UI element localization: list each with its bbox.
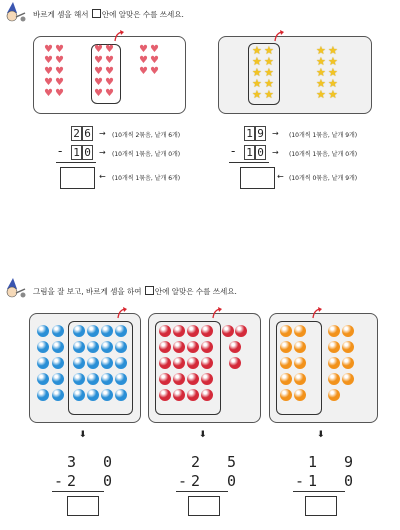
digit-ones: 9 bbox=[255, 126, 266, 141]
answer-box[interactable] bbox=[305, 496, 337, 516]
heart-icon: ♥ bbox=[105, 55, 114, 66]
ball-icon bbox=[294, 341, 306, 353]
star-icon: ★ bbox=[252, 77, 262, 90]
heart-icon: ♥ bbox=[105, 66, 114, 77]
ball-icon bbox=[159, 325, 171, 337]
digit-ones: 0 bbox=[255, 145, 266, 160]
ball-icon bbox=[187, 341, 199, 353]
ball-icon bbox=[87, 325, 99, 337]
digit-ones: 6 bbox=[82, 126, 93, 141]
ball-icon bbox=[87, 357, 99, 369]
ball-icon bbox=[342, 341, 354, 353]
heart-icon: ♥ bbox=[139, 55, 148, 66]
ball-icon bbox=[52, 325, 64, 337]
minus-sign: - bbox=[54, 472, 73, 490]
wizard-mascot-icon bbox=[3, 1, 27, 23]
ball-icon bbox=[73, 325, 85, 337]
heart-icon: ♥ bbox=[55, 88, 64, 99]
minuend: 1 9 bbox=[308, 453, 363, 471]
heart-icon: ♥ bbox=[139, 44, 148, 55]
ball-icon bbox=[173, 373, 185, 385]
star-icon: ★ bbox=[264, 44, 274, 57]
minus-sign: - bbox=[231, 144, 236, 158]
ball-icon bbox=[294, 373, 306, 385]
heart-icon: ♥ bbox=[94, 77, 103, 88]
curl-arrow-icon bbox=[312, 307, 322, 319]
ball-icon bbox=[115, 325, 127, 337]
ball-icon bbox=[294, 389, 306, 401]
wizard-mascot-icon bbox=[3, 277, 27, 299]
note: (10개씩 0묶음, 낱개 9개) bbox=[289, 175, 358, 182]
sum-line bbox=[56, 162, 96, 163]
digit-tens: 1 bbox=[244, 145, 255, 160]
star-icon: ★ bbox=[252, 55, 262, 68]
ball-icon bbox=[342, 357, 354, 369]
down-arrow-icon: ⬇ bbox=[199, 430, 207, 440]
heart-icon: ♥ bbox=[94, 88, 103, 99]
ball-icon bbox=[101, 373, 113, 385]
digit-tens: 2 bbox=[71, 126, 82, 141]
ball-icon bbox=[187, 389, 199, 401]
right-arrow-icon: → bbox=[272, 148, 279, 157]
ball-icon bbox=[328, 325, 340, 337]
ball-icon bbox=[328, 341, 340, 353]
star-icon: ★ bbox=[252, 88, 262, 101]
star-icon: ★ bbox=[316, 77, 326, 90]
subtrahend: 2 0 bbox=[191, 472, 246, 490]
heart-icon: ♥ bbox=[94, 66, 103, 77]
digit-ones: 0 bbox=[82, 145, 93, 160]
ball-icon bbox=[73, 341, 85, 353]
heart-icon: ♥ bbox=[44, 88, 53, 99]
minuend: 3 0 bbox=[67, 453, 122, 471]
ball-icon bbox=[280, 341, 292, 353]
heart-icon: ♥ bbox=[105, 44, 114, 55]
right-arrow-icon: → bbox=[99, 148, 106, 157]
ball-icon bbox=[73, 357, 85, 369]
sum-line bbox=[229, 162, 269, 163]
instruction-2: 그림을 잘 보고, 바르게 셈을 하여 안에 알맞은 수를 쓰세요. bbox=[33, 287, 237, 296]
stars-panel bbox=[218, 36, 372, 114]
note: (10개씩 1묶음, 낱개 0개) bbox=[289, 151, 358, 158]
curl-arrow-icon bbox=[212, 307, 222, 319]
blank-box-icon bbox=[92, 9, 101, 18]
ball-icon bbox=[280, 357, 292, 369]
minus-sign: - bbox=[295, 472, 314, 490]
ball-icon bbox=[187, 357, 199, 369]
ball-icon bbox=[294, 357, 306, 369]
heart-icon: ♥ bbox=[105, 88, 114, 99]
ball-icon bbox=[101, 325, 113, 337]
ball-icon bbox=[37, 341, 49, 353]
answer-box[interactable] bbox=[188, 496, 220, 516]
subtrahend: 1 0 bbox=[308, 472, 363, 490]
ball-icon bbox=[229, 357, 241, 369]
ball-icon bbox=[101, 389, 113, 401]
star-icon: ★ bbox=[264, 77, 274, 90]
ball-icon bbox=[115, 357, 127, 369]
note: (10개씩 1묶음, 낱개 9개) bbox=[289, 132, 358, 139]
note: (10개씩 2묶음, 낱개 6개) bbox=[112, 132, 181, 139]
ball-icon bbox=[201, 389, 213, 401]
heart-icon: ♥ bbox=[150, 66, 159, 77]
heart-icon: ♥ bbox=[55, 55, 64, 66]
note: (10개씩 1묶음, 낱개 0개) bbox=[112, 151, 181, 158]
minuend: 2 5 bbox=[191, 453, 246, 471]
sum-line bbox=[176, 491, 228, 492]
star-icon: ★ bbox=[328, 55, 338, 68]
ball-icon bbox=[87, 341, 99, 353]
star-icon: ★ bbox=[328, 77, 338, 90]
heart-icon: ♥ bbox=[55, 44, 64, 55]
ball-icon bbox=[328, 373, 340, 385]
ball-icon bbox=[73, 373, 85, 385]
note: (10개씩 1묶음, 낱개 6개) bbox=[112, 175, 181, 182]
heart-icon: ♥ bbox=[55, 66, 64, 77]
curl-arrow-icon bbox=[274, 30, 284, 42]
ball-icon bbox=[173, 325, 185, 337]
left-arrow-icon: ← bbox=[277, 172, 284, 181]
ball-icon bbox=[37, 325, 49, 337]
ball-icon bbox=[101, 341, 113, 353]
right-arrow-icon: → bbox=[99, 129, 106, 138]
minus-sign: - bbox=[58, 144, 63, 158]
ball-icon bbox=[235, 325, 247, 337]
star-icon: ★ bbox=[264, 66, 274, 79]
ball-icon bbox=[201, 373, 213, 385]
ball-icon bbox=[159, 389, 171, 401]
star-icon: ★ bbox=[316, 88, 326, 101]
ball-icon bbox=[294, 325, 306, 337]
down-arrow-icon: ⬇ bbox=[317, 430, 325, 440]
ball-icon bbox=[328, 357, 340, 369]
instruction-1: 바르게 셈을 해서 안에 알맞은 수를 쓰세요. bbox=[33, 10, 184, 19]
ball-icon bbox=[159, 341, 171, 353]
ball-icon bbox=[101, 357, 113, 369]
heart-icon: ♥ bbox=[139, 66, 148, 77]
heart-icon: ♥ bbox=[94, 55, 103, 66]
curl-arrow-icon bbox=[117, 307, 127, 319]
digit-tens: 1 bbox=[71, 145, 82, 160]
ball-icon bbox=[115, 341, 127, 353]
heart-icon: ♥ bbox=[150, 55, 159, 66]
star-icon: ★ bbox=[316, 44, 326, 57]
heart-icon: ♥ bbox=[44, 66, 53, 77]
heart-icon: ♥ bbox=[150, 44, 159, 55]
ball-icon bbox=[87, 389, 99, 401]
answer-box[interactable] bbox=[67, 496, 99, 516]
ball-icon bbox=[173, 389, 185, 401]
ball-icon bbox=[37, 373, 49, 385]
ball-icon bbox=[87, 373, 99, 385]
answer-box[interactable] bbox=[60, 167, 95, 189]
ball-icon bbox=[280, 389, 292, 401]
ball-icon bbox=[115, 373, 127, 385]
star-icon: ★ bbox=[252, 44, 262, 57]
ball-icon bbox=[229, 341, 241, 353]
ball-icon bbox=[280, 325, 292, 337]
heart-icon: ♥ bbox=[94, 44, 103, 55]
minus-sign: - bbox=[178, 472, 197, 490]
ball-icon bbox=[37, 389, 49, 401]
star-icon: ★ bbox=[264, 55, 274, 68]
ball-icon bbox=[115, 389, 127, 401]
curl-arrow-icon bbox=[114, 30, 124, 42]
star-icon: ★ bbox=[264, 88, 274, 101]
heart-icon: ♥ bbox=[44, 77, 53, 88]
digit-tens: 1 bbox=[244, 126, 255, 141]
ball-icon bbox=[201, 341, 213, 353]
ball-icon bbox=[222, 325, 234, 337]
sum-line bbox=[52, 491, 104, 492]
ball-icon bbox=[173, 341, 185, 353]
heart-icon: ♥ bbox=[55, 77, 64, 88]
heart-icon: ♥ bbox=[44, 55, 53, 66]
heart-icon: ♥ bbox=[44, 44, 53, 55]
ball-icon bbox=[52, 373, 64, 385]
sum-line bbox=[293, 491, 345, 492]
star-icon: ★ bbox=[252, 66, 262, 79]
ball-icon bbox=[73, 389, 85, 401]
ball-icon bbox=[280, 373, 292, 385]
ball-icon bbox=[52, 389, 64, 401]
ball-icon bbox=[187, 373, 199, 385]
ball-icon bbox=[52, 341, 64, 353]
ball-icon bbox=[328, 389, 340, 401]
ball-icon bbox=[201, 357, 213, 369]
ball-icon bbox=[173, 357, 185, 369]
star-icon: ★ bbox=[328, 66, 338, 79]
ball-icon bbox=[342, 373, 354, 385]
star-icon: ★ bbox=[328, 44, 338, 57]
heart-icon: ♥ bbox=[105, 77, 114, 88]
blank-box-icon bbox=[145, 286, 154, 295]
ball-icon bbox=[52, 357, 64, 369]
star-icon: ★ bbox=[316, 55, 326, 68]
ball-icon bbox=[342, 325, 354, 337]
right-arrow-icon: → bbox=[272, 129, 279, 138]
ball-icon bbox=[187, 325, 199, 337]
ball-icon bbox=[37, 357, 49, 369]
down-arrow-icon: ⬇ bbox=[79, 430, 87, 440]
left-arrow-icon: ← bbox=[99, 172, 106, 181]
star-icon: ★ bbox=[316, 66, 326, 79]
subtrahend: 2 0 bbox=[67, 472, 122, 490]
ball-icon bbox=[201, 325, 213, 337]
ball-icon bbox=[159, 357, 171, 369]
ball-icon bbox=[159, 373, 171, 385]
answer-box[interactable] bbox=[240, 167, 275, 189]
star-icon: ★ bbox=[328, 88, 338, 101]
